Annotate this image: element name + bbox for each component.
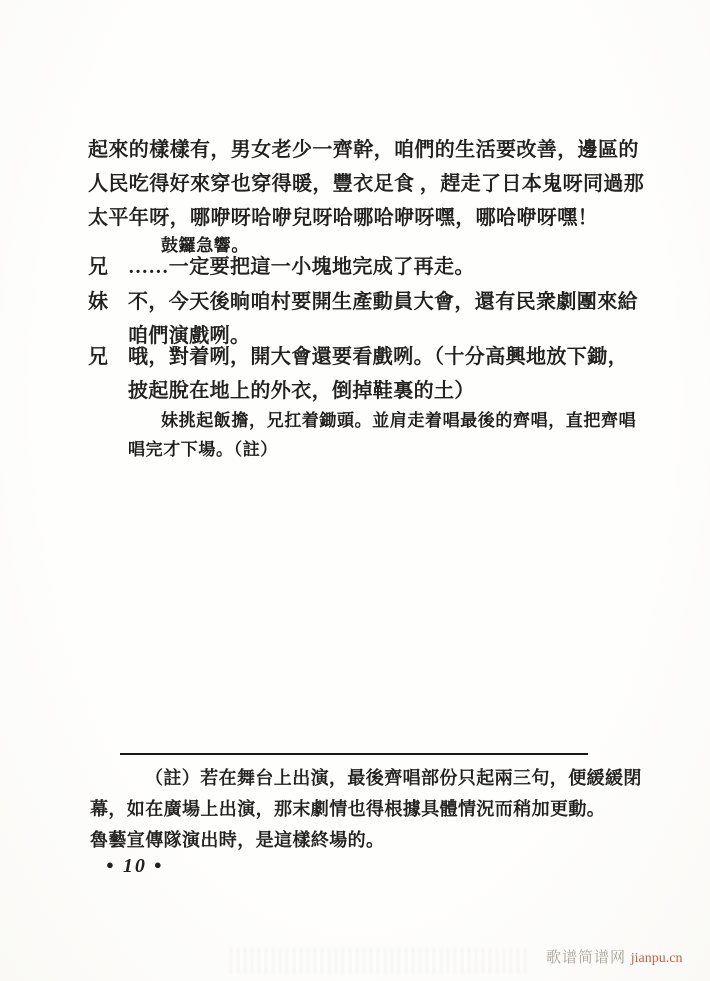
dialogue-line: 不，今天後晌咱村要開生產動員大會，還有民衆劇團來給 (128, 291, 638, 313)
lyrics-line: 太平年呀，哪咿呀哈咿兒呀哈哪哈咿呀嘿，哪哈咿呀嘿！ (88, 207, 598, 229)
footnote-line: （註）若在舞台上出演，最後齊唱部份只起兩三句，便緩緩閉 (145, 768, 642, 788)
dialogue-line: ……一定要把這一小塊地完成了再走。 (128, 256, 475, 278)
stage-direction: 鼓鑼急響。 (161, 236, 249, 255)
speaker-label: 兄 (88, 256, 109, 278)
bullet-icon: ● (153, 857, 164, 872)
speaker-label: 妹 (88, 291, 109, 313)
footnote-line: 幕，如在廣場上出演，那末劇情也得根據具體情況而稍加更動。 (90, 799, 606, 819)
stage-direction: 妹挑起飯擔，兄扛着鋤頭。並肩走着唱最後的齊唱，直把齊唱 (161, 411, 637, 430)
dialogue-line: 哦，對着咧，開大會還要看戲咧。（十分高興地放下鋤， (128, 346, 628, 368)
watermark-site-url: jianpu.cn (630, 951, 683, 966)
bullet-icon: ● (106, 857, 116, 872)
footnote-line: 魯藝宣傳隊演出時，是這樣終場的。 (90, 830, 385, 850)
page-number-value: 10 (122, 855, 147, 877)
stage-direction: 唱完才下場。（註） (128, 440, 278, 459)
page-number (106, 856, 164, 876)
dialogue-line: 披起脫在地上的外衣，倒掉鞋裏的土） (128, 380, 475, 402)
speaker-label: 兄 (88, 346, 109, 368)
dialogue-line: 咱們演戲咧。 (128, 325, 251, 347)
footnote-divider (120, 753, 588, 755)
lyrics-line: 人民吃得好來穿也穿得暖，豐衣足食 ，趕走了日本鬼呀同過那 (88, 173, 645, 195)
watermark-site-name: 歌谱简谱网 (546, 950, 627, 966)
watermark (546, 951, 682, 966)
scan-artifact (230, 948, 530, 974)
lyrics-line: 起來的樣樣有，男女老少一齊幹，咱們的生活要改善，邊區的 (88, 139, 639, 161)
